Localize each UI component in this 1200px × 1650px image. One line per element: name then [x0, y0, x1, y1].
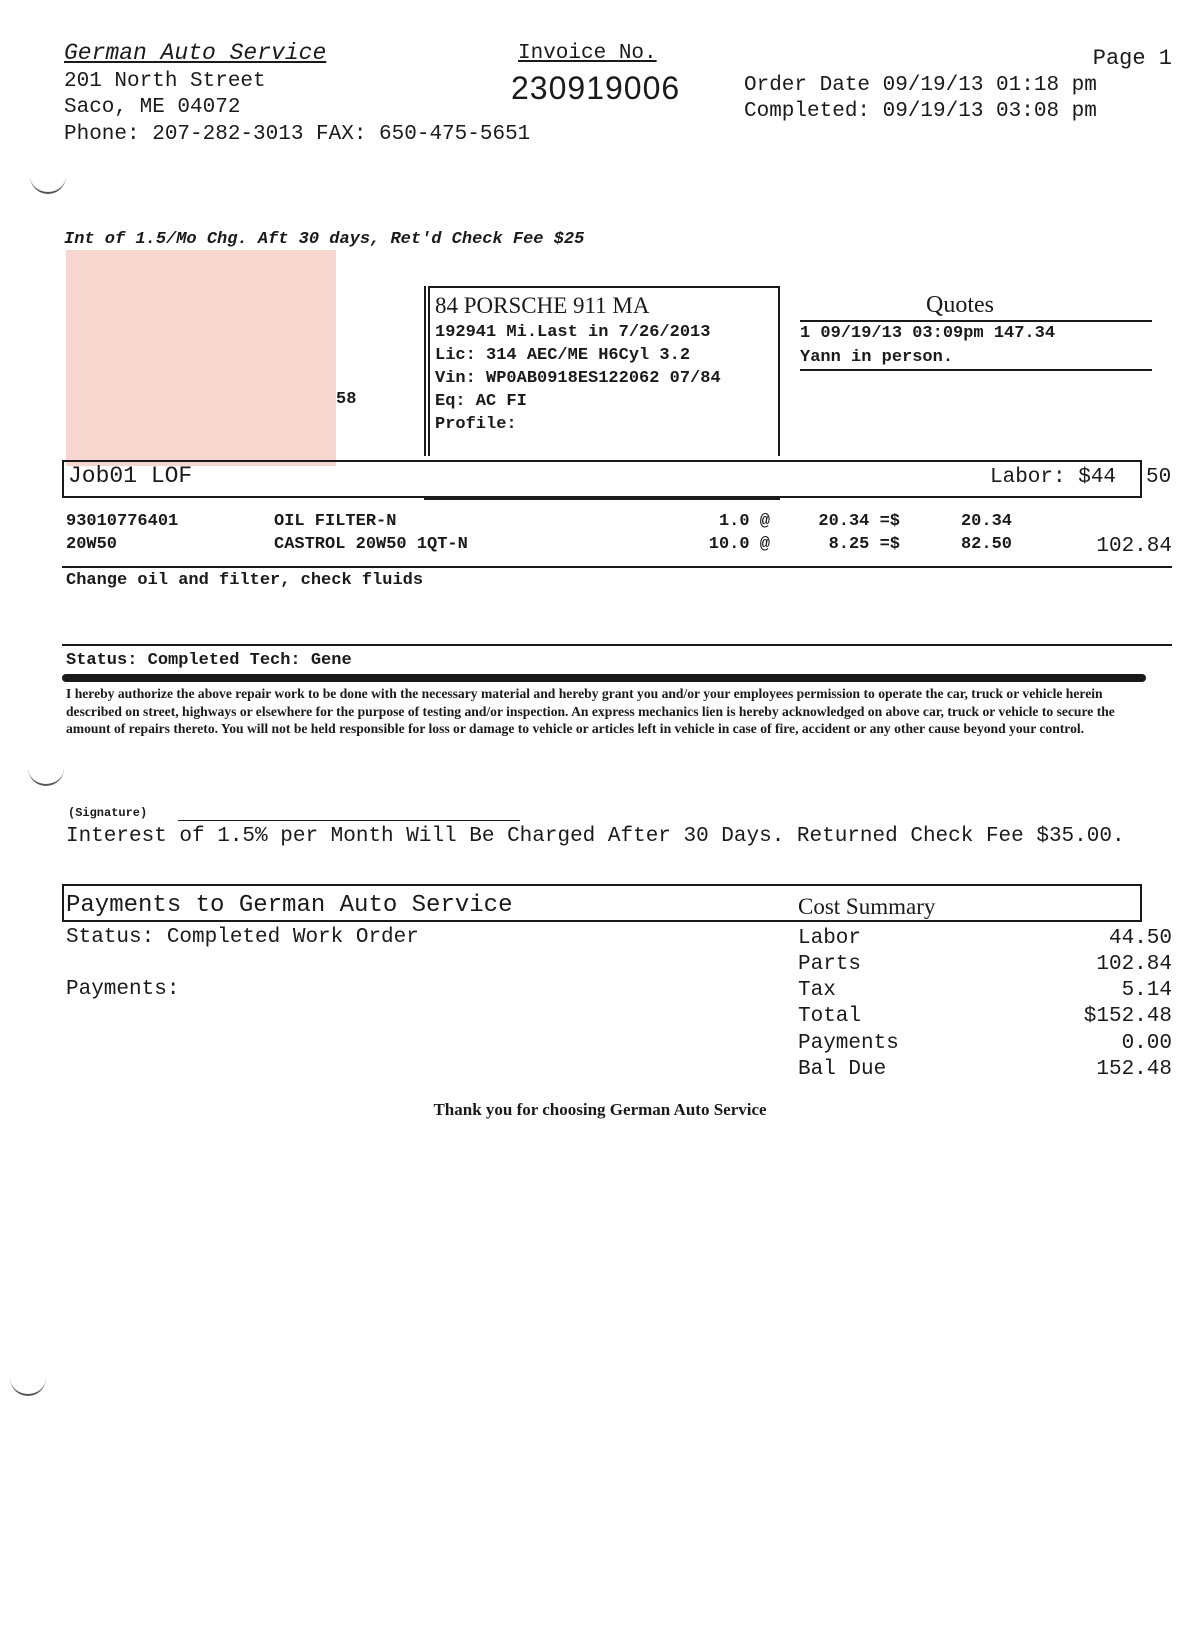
- divider: [800, 320, 1152, 322]
- parts-total: 102.84: [1096, 535, 1172, 558]
- job-title: Job01 LOF: [68, 463, 193, 489]
- order-date: Order Date 09/19/13 01:18 pm: [744, 74, 1097, 97]
- job-status: Status: Completed Tech: Gene: [66, 651, 352, 670]
- divider: [62, 920, 1140, 922]
- cost-label-total: Total: [798, 1005, 862, 1028]
- part-price: 20.34 =$: [818, 512, 900, 531]
- completed-date: Completed: 09/19/13 03:08 pm: [744, 100, 1097, 123]
- customer-fragment: 58: [336, 390, 357, 409]
- payment-status: Status: Completed Work Order: [66, 926, 419, 949]
- divider: [424, 498, 780, 500]
- vehicle-license: Lic: 314 AEC/ME H6Cyl 3.2: [435, 346, 691, 365]
- redacted-customer-info: [66, 250, 336, 466]
- payments-label: Payments:: [66, 978, 180, 1001]
- part-description: CASTROL 20W50 1QT-N: [274, 535, 468, 554]
- part-qty: 10.0 @: [708, 535, 770, 554]
- punch-mark: [30, 170, 66, 194]
- divider: [62, 644, 1172, 646]
- vehicle-title: 84 PORSCHE 911 MA: [435, 293, 650, 318]
- signature-line[interactable]: [178, 820, 520, 821]
- divider: [428, 286, 780, 288]
- part-extended: 20.34: [960, 512, 1012, 531]
- part-number: 20W50: [66, 535, 118, 554]
- job-note: Change oil and filter, check fluids: [66, 571, 424, 590]
- signature-label: (Signature): [68, 806, 148, 820]
- divider: [62, 566, 1172, 568]
- cost-label-parts: Parts: [798, 953, 862, 976]
- shop-name: German Auto Service: [64, 40, 327, 66]
- cost-label-payments: Payments: [798, 1032, 899, 1055]
- page-number: Page 1: [1092, 46, 1172, 71]
- job-labor-cents: 50: [1146, 466, 1172, 489]
- part-price: 8.25 =$: [828, 535, 900, 554]
- terms-short: Int of 1.5/Mo Chg. Aft 30 days, Ret'd Check Fee $25: [64, 230, 585, 249]
- thick-divider: [62, 674, 1146, 682]
- invoice-label: Invoice No.: [518, 42, 657, 65]
- punch-mark: [10, 1372, 46, 1396]
- shop-city: Saco, ME 04072: [64, 96, 241, 119]
- vehicle-mileage: 192941 Mi.Last in 7/26/2013: [435, 323, 711, 342]
- cost-label-labor: Labor: [798, 927, 862, 950]
- cost-value-balance-due: 152.48: [1096, 1058, 1172, 1081]
- authorization-text: I hereby authorize the above repair work to be done with the necessary material and hereby grant you and/or your employees permission to operate the car, truck or vehicle herein described on street, highways or elsewhere for the purpose of testing and/or inspection. An express mechanics lien is hereby acknowledged on above car, truck or vehicle to secure the amount of repairs thereto. You will not be held responsible for loss or damage to vehicle or articles left in vehicle in case of fire, accident or any other cause beyond your control.: [66, 686, 1115, 737]
- cost-summary-title: Cost Summary: [798, 894, 936, 919]
- shop-street: 201 North Street: [64, 70, 266, 93]
- job-header-box: [62, 460, 1142, 498]
- interest-notice: Interest of 1.5% per Month Will Be Charged After 30 Days. Returned Check Fee $35.00.: [66, 825, 1125, 848]
- cost-value-total: $152.48: [1083, 1005, 1172, 1028]
- cost-label-balance-due: Bal Due: [798, 1058, 887, 1081]
- cost-label-tax: Tax: [798, 979, 836, 1002]
- punch-mark: [28, 762, 64, 786]
- cost-value-parts: 102.84: [1096, 953, 1172, 976]
- shop-phone: Phone: 207-282-3013 FAX: 650-475-5651: [64, 123, 531, 146]
- cost-value-labor: 44.50: [1108, 927, 1172, 950]
- quotes-title: Quotes: [926, 292, 994, 318]
- cost-value-tax: 5.14: [1121, 979, 1172, 1002]
- part-qty: 1.0 @: [718, 512, 770, 531]
- invoice-number: 230919006: [511, 70, 681, 106]
- divider: [428, 286, 430, 456]
- quote-line: 1 09/19/13 03:09pm 147.34: [800, 324, 1056, 343]
- part-extended: 82.50: [960, 535, 1012, 554]
- vehicle-vin: Vin: WP0AB0918ES122062 07/84: [435, 369, 721, 388]
- cost-value-payments: 0.00: [1121, 1032, 1172, 1055]
- divider: [778, 286, 780, 456]
- vehicle-equipment: Eq: AC FI: [435, 392, 527, 411]
- part-description: OIL FILTER-N: [274, 512, 397, 531]
- payments-title: Payments to German Auto Service: [66, 892, 513, 919]
- job-labor: Labor: $44: [990, 466, 1117, 489]
- vehicle-profile: Profile:: [435, 415, 517, 434]
- part-number: 93010776401: [66, 512, 179, 531]
- divider: [800, 369, 1152, 371]
- footer-thanks: Thank you for choosing German Auto Service: [433, 1100, 767, 1119]
- quote-note: Yann in person.: [800, 348, 954, 367]
- divider: [424, 286, 426, 456]
